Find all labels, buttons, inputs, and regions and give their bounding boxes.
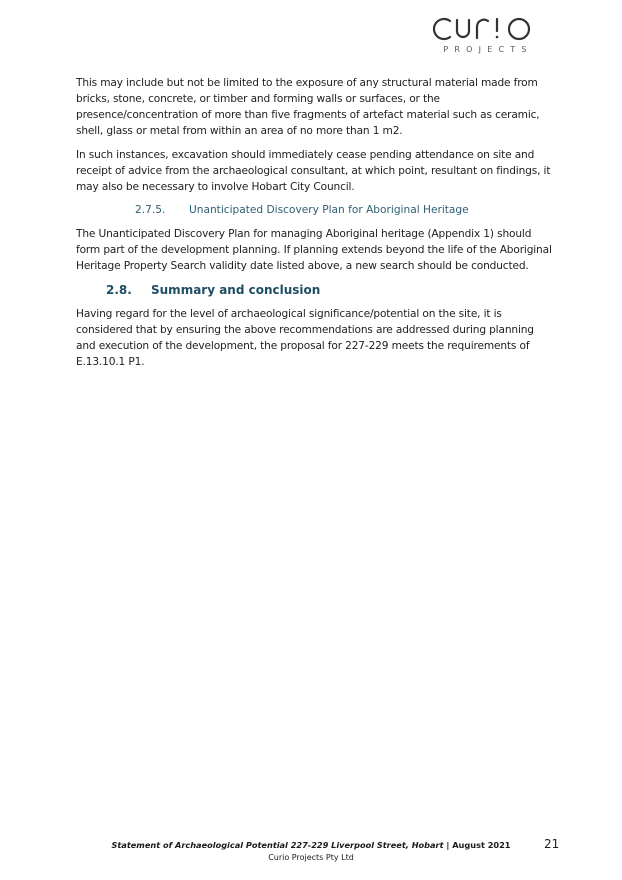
paragraph-summary: Having regard for the level of archaeological significance/potential on the site, it is considered that by ensuring the above recommendations are addressed during planning and execution of the development, the proposal for 227-229 meets the requirements of E.13.10.1 P1. xyxy=(76,308,534,368)
logo-subtitle: PROJECTS xyxy=(443,45,533,54)
footer-doc-title: Statement of Archaeological Potential 227-229 Liverpool Street, Hobart xyxy=(111,840,444,850)
paragraph-structural-material: This may include but not be limited to the exposure of any structural material made from bricks, stone, concrete, or timber and forming walls or surfaces, or the presence/concentration of more than five fragments of artefact material such as ceramic, shell, glass or metal from within an area of no more than 1 m2. xyxy=(76,77,540,137)
footer-date: August 2021 xyxy=(452,840,511,850)
heading-2-7-5 xyxy=(135,203,556,217)
paragraph-excavation-cease: In such instances, excavation should immediately cease pending attendance on site and receipt of advice from the archaeological consultant, at which point, resultant on findings, it may also be necessary to involve Hobart City Council. xyxy=(76,149,551,193)
page-footer xyxy=(0,840,622,862)
page-number: 21 xyxy=(544,837,560,851)
footer-document-line xyxy=(0,840,622,850)
heading-title: Unanticipated Discovery Plan for Aboriginal Heritage xyxy=(189,204,469,216)
curio-logo-icon xyxy=(430,14,540,44)
paragraph-unanticipated-discovery: The Unanticipated Discovery Plan for managing Aboriginal heritage (Appendix 1) should form part of the development planning. If planning extends beyond the life of the Aboriginal Heritage Property Search validity date listed above, a new search should be conducted. xyxy=(76,228,552,272)
heading-2-8 xyxy=(106,282,556,298)
heading-title: Summary and conclusion xyxy=(151,283,321,297)
document-body xyxy=(76,75,556,378)
heading-number: 2.8. xyxy=(106,283,132,297)
footer-separator: | xyxy=(443,840,453,850)
company-logo xyxy=(430,14,540,54)
heading-number: 2.7.5. xyxy=(135,204,166,216)
footer-company: Curio Projects Pty Ltd xyxy=(268,853,354,862)
